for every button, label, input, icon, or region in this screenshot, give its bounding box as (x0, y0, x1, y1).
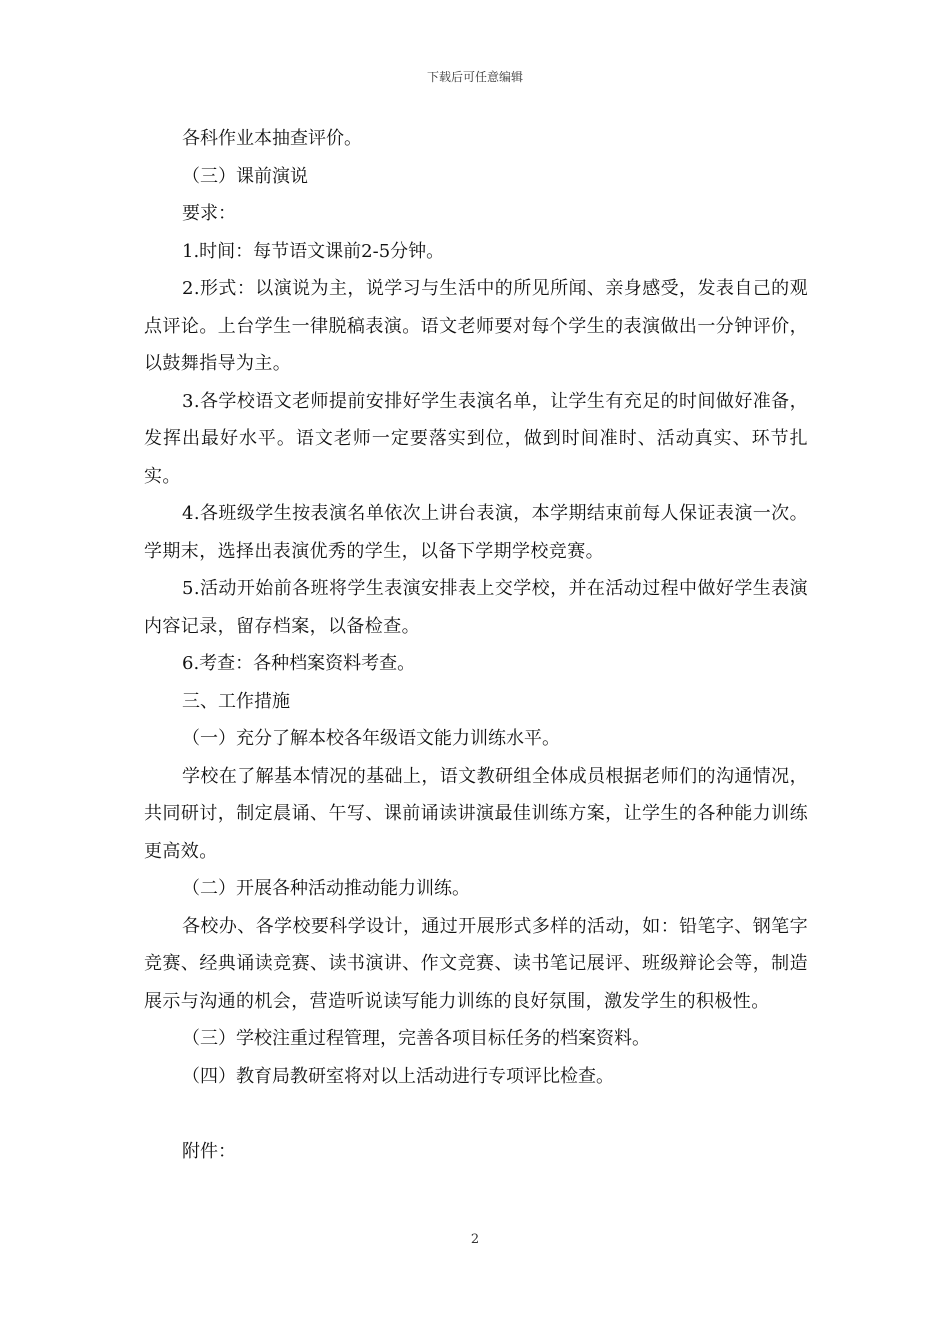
heading-work-measures: 三、工作措施 (182, 690, 290, 712)
page-header: 下载后可任意编辑 (426, 70, 523, 84)
item-time: 1.时间：每节语文课前2-5分钟。 (182, 240, 445, 262)
item-assessment: 6.考查：各种档案资料考查。 (182, 653, 416, 674)
paragraph-measure-two: 各校办、各学校要科学设计，通过开展形式多样的活动，如：铅笔字、钢笔字竞赛、经典诵读竞赛、读书演讲、作文竞赛、读书笔记展评、班级辩论会等，制造展示与沟通的机会，营造听说读写能力训练的良好氛围，激发学生的积极性。 (144, 915, 808, 1012)
heading-pre-class-speech: （三）课前演说 (182, 165, 308, 187)
heading-measure-two: （二）开展各种活动推动能力训练。 (182, 878, 470, 899)
page-number: 2 (470, 1232, 480, 1247)
item-schedule: 3.各学校语文老师提前安排好学生表演名单，让学生有充足的时间做好准备，发挥出最好水平。语文老师一定要落实到位，做到时间准时、活动真实、环节扎实。 (144, 390, 808, 487)
paragraph-measure-one: 学校在了解基本情况的基础上，语文教研组全体成员根据老师们的沟通情况，共同研讨，制定晨诵、午写、课前诵读讲演最佳训练方案，让学生的各种能力训练更高效。 (144, 765, 808, 862)
label-requirements: 要求： (182, 203, 236, 224)
paragraph-homework-check: 各科作业本抽查评价。 (182, 128, 362, 149)
document-body (144, 120, 808, 1170)
label-attachment: 附件： (182, 1140, 236, 1162)
heading-measure-one: （一）充分了解本校各年级语文能力训练水平。 (182, 728, 560, 749)
paragraph-spacer (144, 1095, 808, 1133)
heading-measure-three: （三）学校注重过程管理，完善各项目标任务的档案资料。 (182, 1028, 650, 1049)
heading-measure-four: （四）教育局教研室将对以上活动进行专项评比检查。 (182, 1065, 614, 1087)
item-records: 5.活动开始前各班将学生表演安排表上交学校，并在活动过程中做好学生表演内容记录，留存档案，以备检查。 (144, 578, 808, 637)
item-form: 2.形式：以演说为主，说学习与生活中的所见所闻、亲身感受，发表自己的观点评论。上台学生一律脱稿表演。语文老师要对每个学生的表演做出一分钟评价，以鼓舞指导为主。 (144, 278, 808, 374)
item-class-performance: 4.各班级学生按表演名单依次上讲台表演，本学期结束前每人保证表演一次。学期末，选择出表演优秀的学生，以备下学期学校竞赛。 (144, 503, 808, 562)
